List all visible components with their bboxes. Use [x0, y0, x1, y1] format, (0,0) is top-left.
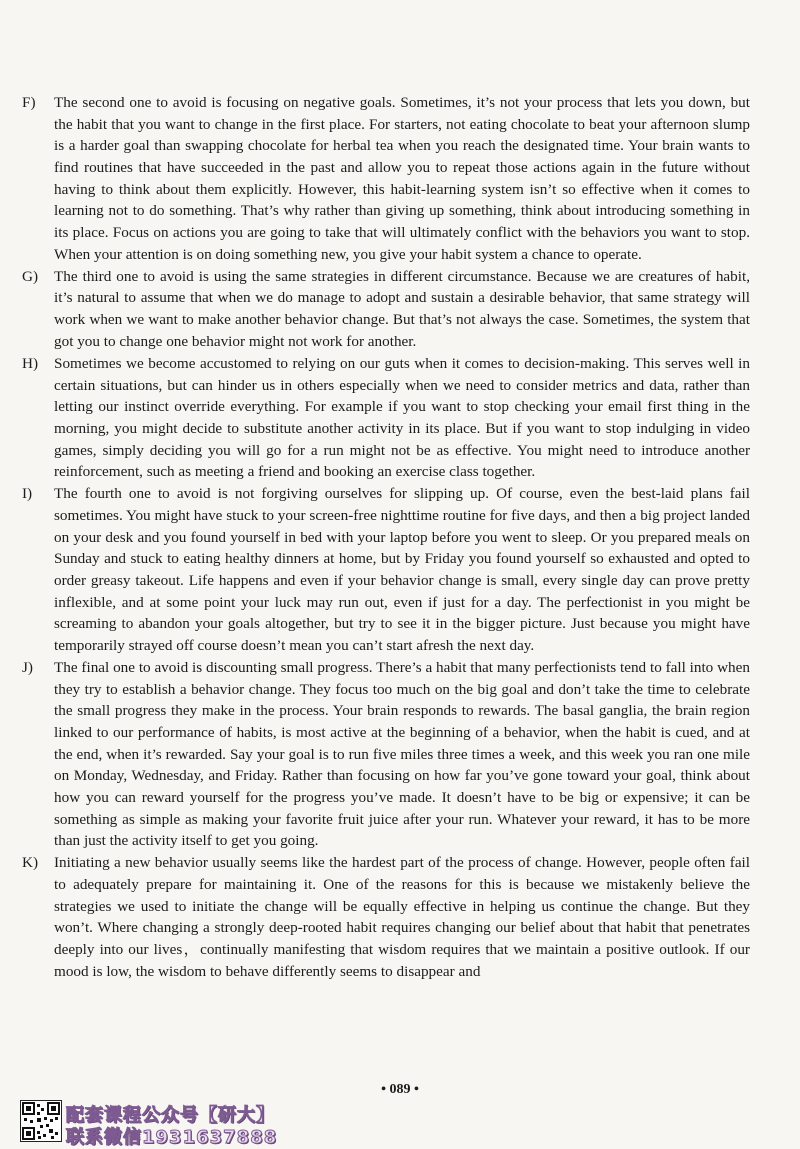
paragraph-g: [22, 266, 750, 353]
page-number: • 089 •: [381, 1082, 419, 1097]
paragraph-h: [22, 353, 750, 483]
paragraph-label: K): [22, 854, 39, 872]
paragraph-label: H): [22, 354, 39, 372]
qr-code-icon: [20, 1100, 62, 1142]
paragraph-text: The third one to avoid is using the same strategies in different circumstance. Because we are creatures of habit, it’s natural to assume that when we do manage to adopt and sustain a desirable behavior, that same strategy will work when we want to make another behavior change. But that’s not always the case. Sometimes, the system that got you to change one behavior might not work for another.: [54, 267, 750, 350]
paragraph-label: F): [22, 94, 36, 111]
promo-watermark-line-2: 联系微信1931637888: [66, 1127, 278, 1148]
paragraph-text: The fourth one to avoid is not forgiving ourselves for slipping up. Of course, even the best-laid plans fail sometimes. You might have stuck to your screen-free nighttime routine for five days, and then a big project landed on your desk and you found yourself in bed with your laptop before you went to sleep. Or you prepared meals on Sunday and stuck to eating healthy dinners at home, but by Friday you found yourself so exhausted and opted to order greasy takeout. Life happens and even if your behavior change is small, every single day can prove pretty inflexible, and at some point your luck may run out, even if just for a day. The perfectionist in you might be screaming to abandon your goals altogether, but try to see it in the bigger picture. Just because you might have temporarily strayed off course doesn’t mean you can’t start afresh the next day.: [54, 485, 750, 654]
paragraph-label: G): [22, 267, 39, 285]
paragraph-label: I): [22, 485, 33, 503]
paragraph-f: [22, 92, 750, 265]
paragraph-label: J): [22, 659, 33, 677]
paragraph-list: [22, 92, 750, 983]
paragraph-text: The final one to avoid is discounting small progress. There’s a habit that many perfectionists tend to fall into when they try to establish a behavior change. They focus too much on the big goal and don’t take the time to celebrate the small progress they make in the process. Your brain responds to rewards. The basal ganglia, the brain region linked to our performance of habits, is most active at the beginning of a behavior, when the habit is cued, and at the end, when it’s rewarded. Say your goal is to run five miles three times a week, and this week you ran one mile on Monday, Wednesday, and Friday. Rather than focusing on how far you’ve gone toward your goal, think about how you can reward yourself for the progress you’ve made. It doesn’t have to be big or expensive; it can be something as simple as making your favorite fruit juice after your run. Whatever your reward, it has to be more than just the activity itself to get you going.: [54, 659, 750, 850]
paragraph-k: [22, 852, 750, 982]
paragraph-text: Sometimes we become accustomed to relying on our guts when it comes to decision-making. This serves well in certain situations, but can hinder us in others especially when we need to consider metrics and data, rather than letting our instinct override everything. For example if you want to stop checking your email first thing in the morning, you might decide to substitute another activity in its place. But if you want to stop indulging in video games, simply deciding you will go for a run might not be as effective. You might need to introduce another reinforcement, such as meeting a friend and booking an exercise class together.: [54, 354, 750, 481]
paragraph-i: [22, 483, 750, 656]
paragraph-j: [22, 657, 750, 852]
promo-watermark-line-1: 配套课程公众号【研大】: [66, 1105, 275, 1126]
paragraph-text: Initiating a new behavior usually seems like the hardest part of the process of change. However, people often fail to adequately prepare for maintaining it. One of the reasons for this is because we mistakenly believe the strategies we used to initiate the change will be equally effective in helping us continue the change. But they won’t. Where changing a strongly deep-rooted habit requires changing our belief about that habit that penetrates deeply into our lives，continually manifesting that wisdom requires that we maintain a positive outlook. If our mood is low, the wisdom to behave differently seems to disappear and: [54, 854, 750, 980]
paragraph-text: The second one to avoid is focusing on negative goals. Sometimes, it’s not your process that lets you down, but the habit that you want to change in the first place. For starters, not eating chocolate to beat your afternoon slump is a harder goal than swapping chocolate for herbal tea when you reach the designated time. Your brain wants to find routines that have succeeded in the past and allow you to repeat those actions again in the future without having to think about them explicitly. However, this habit-learning system isn’t so effective when it comes to learning not to do something. That’s why rather than giving up something, think about introducing something in its place. Focus on actions you are going to take that will ultimately conflict with the behaviors you want to stop. When your attention is on doing something new, you give your habit system a chance to operate.: [54, 94, 750, 263]
